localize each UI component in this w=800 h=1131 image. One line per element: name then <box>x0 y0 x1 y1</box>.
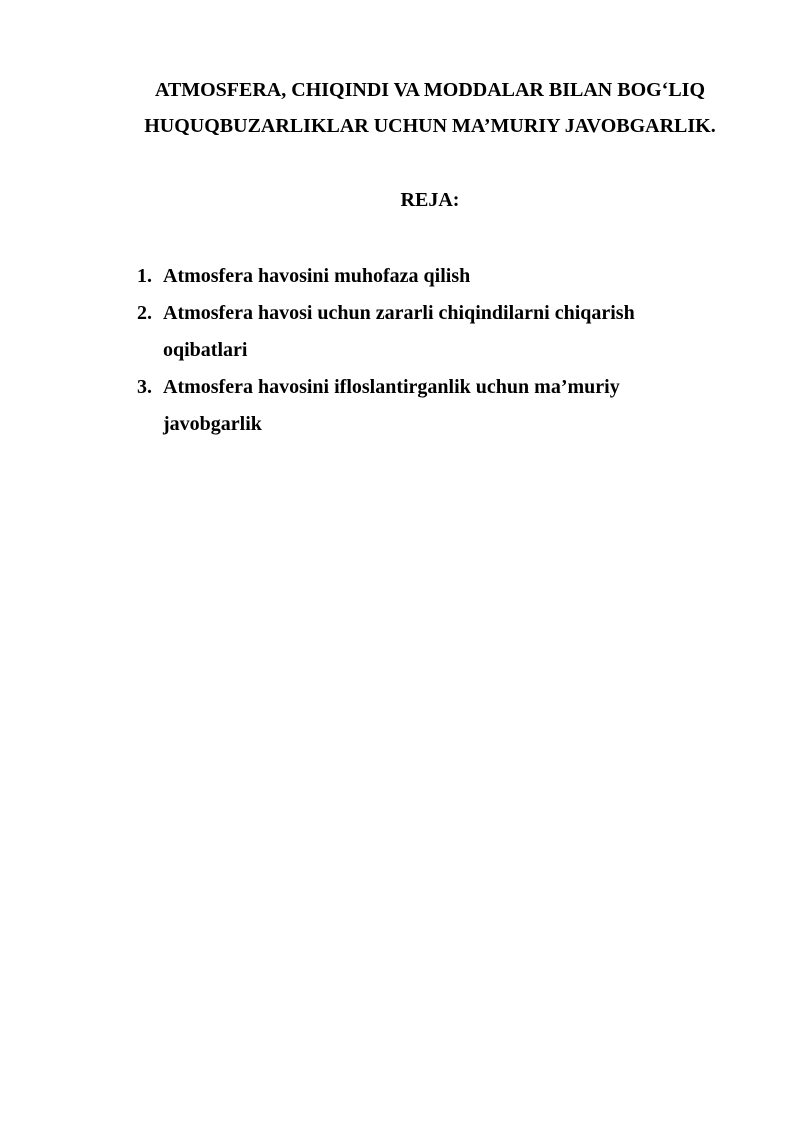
title-line-2: HUQUQBUZARLIKLAR UCHUN MA’MURIY JAVOBGARLIK. <box>144 115 716 137</box>
plan-item-3 <box>137 369 697 443</box>
plan-item-number: 1. <box>137 265 152 287</box>
plan-item-text: Atmosfera havosi uchun zararli chiqindilarni chiqarish oqibatlari <box>163 302 635 361</box>
document-title <box>100 72 760 144</box>
plan-list <box>137 258 697 443</box>
plan-item-number: 3. <box>137 376 152 398</box>
plan-item-2 <box>137 295 697 369</box>
title-line-1: ATMOSFERA, CHIQINDI VA MODDALAR BILAN BOG‘LIQ <box>154 79 706 101</box>
plan-item-number: 2. <box>137 302 152 324</box>
plan-item-text: Atmosfera havosini ifloslantirganlik uchun ma’muriy javobgarlik <box>163 376 620 435</box>
plan-heading: REJA: <box>400 189 460 211</box>
plan-item-text: Atmosfera havosini muhofaza qilish <box>163 265 471 287</box>
plan-item-1 <box>137 258 697 295</box>
